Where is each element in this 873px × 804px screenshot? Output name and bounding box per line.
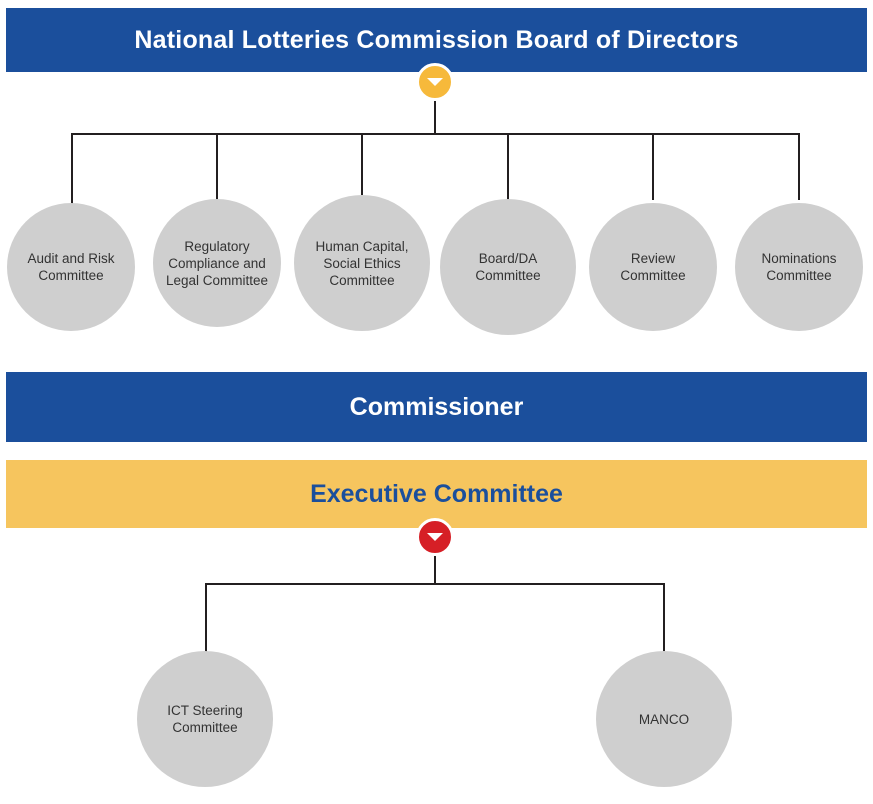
committee-node-ict-steering[interactable] <box>137 651 273 787</box>
board-bus-line <box>71 133 800 135</box>
board-trunk-line <box>434 101 436 133</box>
committee-node-manco[interactable] <box>596 651 732 787</box>
chevron-down-icon <box>416 63 454 101</box>
board-drop-line-6 <box>798 133 800 200</box>
committee-node-label: Nominations Committee <box>761 251 837 283</box>
committee-node-label: MANCO <box>638 711 690 727</box>
commissioner-banner <box>6 372 867 442</box>
board-drop-line-5 <box>652 133 654 200</box>
committee-node-label: Review Committee <box>620 251 686 283</box>
committee-node-board-da[interactable] <box>440 199 576 335</box>
executive-committee-banner-title: Executive Committee <box>310 479 563 508</box>
committee-node-label: Audit and Risk Committee <box>27 251 115 283</box>
committee-node-label: Human Capital, Social Ethics Committee <box>315 238 409 288</box>
board-drop-line-1 <box>71 133 73 208</box>
board-drop-line-2 <box>216 133 218 200</box>
board-drop-line-3 <box>361 133 363 195</box>
commissioner-banner-title: Commissioner <box>349 392 524 421</box>
committee-node-nominations[interactable] <box>735 203 863 331</box>
board-banner-title: National Lotteries Commission Board of Directors <box>134 25 739 54</box>
committee-node-audit-and-risk[interactable] <box>7 203 135 331</box>
exco-bus-line <box>205 583 664 585</box>
exco-trunk-line <box>434 556 436 583</box>
committee-node-label: ICT Steering Committee <box>167 703 243 735</box>
exco-drop-line-1 <box>205 583 207 655</box>
committee-node-regulatory-compliance-and-legal[interactable] <box>153 199 281 327</box>
chevron-down-icon <box>416 518 454 556</box>
committee-node-review[interactable] <box>589 203 717 331</box>
committee-node-label: Regulatory Compliance and Legal Committee <box>165 238 269 288</box>
committee-node-label: Board/DA Committee <box>475 251 541 283</box>
committee-node-human-capital-social-ethics[interactable] <box>294 195 430 331</box>
board-drop-line-4 <box>507 133 509 200</box>
exco-drop-line-2 <box>663 583 665 655</box>
